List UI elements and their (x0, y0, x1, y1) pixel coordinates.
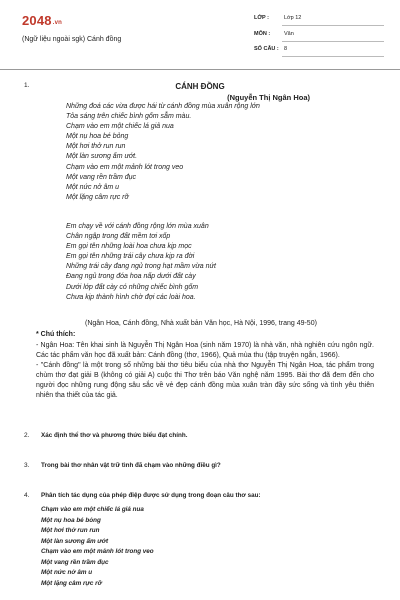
poem-line: Em gọi tên những trái cây chưa kịp ra đời (66, 253, 195, 261)
poem-line: Chạm vào em một mảnh lót trong veo (66, 163, 184, 171)
question-4-number: 4. (24, 492, 30, 499)
excerpt-line: Một nụ hoa bé bỏng (41, 516, 101, 524)
meta-count-label: SỐ CÂU : (254, 46, 279, 52)
meta-class (254, 14, 384, 26)
note-paragraph-1: - Ngân Hoa: Tên khai sinh là Nguyễn Thị Ngân Hoa (sinh năm 1970) là nhà văn, nhà nghiên cứu ngôn ngữ. Các tác phẩm văn học đã xuất bản: Cánh đồng (thơ, 1966), Quả mùa thu (tập truyện ngắn, 1966). (36, 342, 374, 359)
poem-line: Những đoá các vừa được hái từ cánh đồng mùa xuân rộng lớn (66, 103, 260, 110)
excerpt-line: Một vang rền trầm đục (41, 558, 109, 566)
question-2-number: 2. (24, 432, 30, 439)
question-4-text: Phân tích tác dụng của phép điệp được sử dụng trong đoạn câu thơ sau: (41, 492, 261, 499)
question-4-excerpt (41, 505, 154, 589)
excerpt-line: Một hơi thở run run (41, 527, 100, 534)
meta-question-count (254, 45, 384, 57)
excerpt-line: Một lặng câm rực rỡ (41, 579, 102, 587)
meta-class-label: LỚP : (254, 15, 269, 21)
poem-line: Em gọi tên những loài hoa chưa kịp mọc (66, 243, 192, 251)
poem-line: Một hơi thở run run (66, 143, 126, 151)
document-header (0, 0, 400, 68)
poem-stanza-1 (66, 102, 260, 203)
excerpt-line: Một nức nở âm u (41, 569, 93, 576)
question-3-number: 3. (24, 462, 30, 469)
meta-class-value: Lớp 12 (284, 15, 302, 21)
excerpt-line: Một làn sương ấm ướt (41, 537, 109, 545)
note-paragraph-2: - "Cánh đồng" là một trong số những bài thơ tiêu biểu của nhà thơ Nguyễn Thị Ngân Hoa, tác phẩm trong chùm thơ đạt giải B (không có giải A) cuộc thi Thơ trên báo Văn nghệ năm 1995. Bài thơ đã đem đến cho người đọc những rung động sâu sắc về vẻ đẹp cánh đồng mùa xuân tràn đầy sức sống và tình yêu thiên nhiên tha thiết của tác giả. (36, 362, 374, 399)
meta-subject-value: Văn (284, 31, 294, 37)
poem-line: Một vang rền trầm đục (66, 173, 137, 181)
question-3-text: Trong bài thơ nhân vật trữ tình đã chạm vào những điều gì? (41, 462, 221, 469)
poem-line: Một làn sương ấm ướt. (66, 153, 138, 161)
poem-line: Chạm vào em một chiếc lá giả nua (66, 123, 174, 131)
logo-suffix: .vn (52, 20, 63, 26)
poem-line: Dưới lớp đất cày có những chiếc bình gốm (66, 283, 199, 291)
logo-text: 2048 (22, 13, 52, 28)
poem-author: (Nguyễn Thị Ngân Hoa) (227, 93, 310, 102)
poem-line: Một nụ hoa bé bỏng (66, 133, 129, 141)
poem-line: Đang ngủ trong đóa hoa nấp dưới đất cày (66, 273, 196, 281)
note-title: * Chú thích: (36, 331, 76, 338)
question-2-text: Xác định thể thơ và phương thức biểu đạt chính. (41, 432, 188, 439)
meta-count-line (282, 56, 384, 57)
meta-subject-line (282, 41, 384, 42)
meta-subject (254, 30, 384, 42)
poem-line: Một lặng câm rực rỡ (66, 193, 129, 201)
header-divider (0, 69, 400, 70)
poem-line: Em chạy về với cánh đồng rộng lớn mùa xuân (66, 223, 209, 230)
excerpt-line: Chạm vào em một chiếc lá giả nua (41, 506, 144, 513)
excerpt-line: Chạm vào em một mảnh lót trong veo (41, 548, 154, 555)
meta-subject-label: MÔN : (254, 31, 271, 37)
poem-line: Những trái cây đang ngủ trong hạt mầm vừa nứt (66, 263, 216, 271)
poem-line: Chưa kịp thành hình chờ đợi các loài hoa. (66, 293, 196, 301)
site-logo[interactable] (22, 13, 62, 28)
poem-stanza-2 (66, 222, 216, 303)
poem-line: Một nức nở âm u (66, 183, 120, 191)
meta-class-line (282, 25, 384, 26)
document-subtitle: (Ngữ liệu ngoài sgk) Cánh đồng (22, 36, 122, 43)
poem-line: Tỏa sáng trên chiếc bình gốm sẫm màu. (66, 113, 192, 121)
poem-title: CÁNH ĐỒNG (175, 82, 225, 91)
poem-source: (Ngân Hoa, Cánh đồng, Nhà xuất bản Văn học, Hà Nội, 1996, trang 49-50) (85, 320, 317, 327)
poem-line: Chân ngập trong đất mềm tơi xốp (66, 233, 171, 241)
meta-count-value: 8 (284, 46, 288, 52)
question-1-number: 1. (24, 82, 30, 89)
